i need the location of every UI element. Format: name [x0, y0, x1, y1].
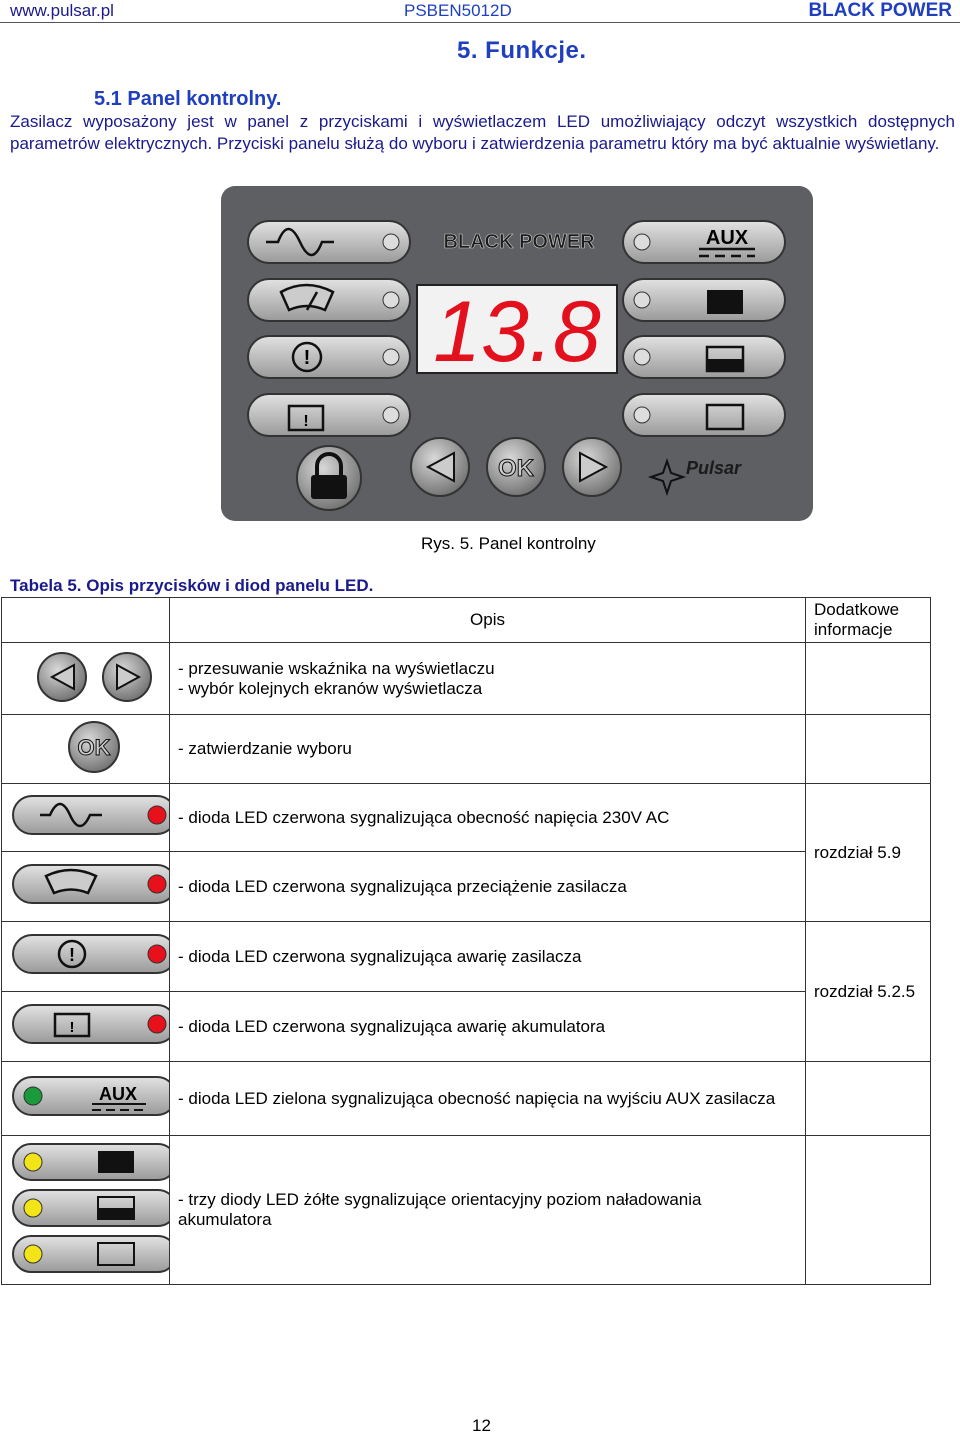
table-header-row: [2, 598, 931, 643]
row-desc: - dioda LED czerwona sygnalizująca awarię zasilacza: [170, 922, 806, 992]
page-header: [0, 0, 960, 23]
subsection-title: 5.1 Panel kontrolny.: [94, 88, 282, 110]
svg-text:OK: OK: [498, 455, 534, 482]
control-panel-figure: [221, 186, 813, 521]
right-arrow-button[interactable]: [563, 438, 621, 496]
table-row: [2, 1062, 931, 1136]
row-desc: - zatwierdzanie wyboru: [170, 715, 806, 784]
ok-button[interactable]: [487, 438, 545, 496]
page-number: 12: [472, 1416, 491, 1435]
row-desc-line: - przesuwanie wskaźnika na wyświetlaczu: [178, 658, 495, 678]
display-value: 13.8: [433, 284, 601, 380]
battery-full-indicator: [623, 279, 785, 321]
row-desc: - trzy diody LED żółte sygnalizujące orientacyjny poziom naładowania akumulatora: [170, 1136, 806, 1285]
row-desc: - dioda LED czerwona sygnalizująca przeciążenie zasilacza: [170, 852, 806, 922]
header-extra: Dodatkowe informacje: [806, 598, 931, 643]
overload-gauge-led-icon: [13, 865, 169, 903]
arrow-right-button-icon: [103, 653, 151, 701]
table-row: [2, 852, 931, 922]
led-description-table: [1, 597, 931, 1285]
model-name: PSBEN5012D: [404, 1, 512, 20]
table-row: [2, 1136, 931, 1285]
row-desc: - dioda LED zielona sygnalizująca obecność napięcia na wyjściu AUX zasilacza: [170, 1062, 806, 1136]
battery-full-led-icon: [13, 1144, 169, 1180]
row-desc: - dioda LED czerwona sygnalizująca awarię akumulatora: [170, 992, 806, 1062]
battery-fault-led-icon: [13, 1005, 169, 1043]
figure-caption: Rys. 5. Panel kontrolny: [421, 534, 596, 553]
row-desc: - dioda LED czerwona sygnalizująca obecność napięcia 230V AC: [170, 784, 806, 852]
overload-indicator: [248, 279, 410, 321]
svg-text:AUX: AUX: [705, 227, 749, 249]
ok-button-icon: [69, 722, 119, 772]
ref-cell: rozdział 5.2.5: [806, 922, 931, 1062]
ac-indicator: [248, 221, 410, 263]
svg-text:AUX: AUX: [98, 1084, 138, 1104]
psu-fault-led-icon: [13, 935, 169, 973]
brand-name: BLACK POWER: [808, 0, 952, 21]
table-row: [2, 643, 931, 715]
battery-fault-indicator: [248, 394, 410, 436]
gauge-icon: [281, 285, 333, 310]
header-desc: Opis: [170, 598, 806, 643]
battery-low-led-icon: [13, 1236, 169, 1272]
panel-title: BLACK POWER: [443, 231, 595, 253]
table-caption: Tabela 5. Opis przycisków i diod panelu LED.: [10, 576, 374, 595]
svg-text:OK: OK: [77, 735, 111, 760]
aux-indicator: [623, 221, 785, 263]
svg-text:!: !: [69, 945, 75, 965]
svg-text:!: !: [69, 1019, 75, 1036]
arrow-left-button-icon: [38, 653, 86, 701]
section-title: 5. Funkcje.: [457, 37, 587, 64]
battery-half-led-icon: [13, 1190, 169, 1226]
table-row: [2, 784, 931, 852]
table-row: [2, 922, 931, 992]
ref-cell: rozdział 5.9: [806, 784, 931, 922]
aux-led-icon: [13, 1077, 169, 1115]
svg-text:Pulsar: Pulsar: [686, 458, 742, 478]
lock-icon: [297, 446, 361, 510]
intro-paragraph: Zasilacz wyposażony jest w panel z przyciskami i wyświetlaczem LED umożliwiający odczyt wszystkich dostępnych parametrów elektrycznych. Przyciski panelu służą do wyboru i zatwierdzenia parametru który ma być aktualnie wyświetlany.: [10, 112, 955, 153]
left-arrow-button[interactable]: [411, 438, 469, 496]
svg-text:!: !: [303, 413, 309, 430]
battery-half-indicator: [623, 336, 785, 378]
table-row: [2, 992, 931, 1062]
table-row: [2, 715, 931, 784]
row-desc-line: - wybór kolejnych ekranów wyświetlacza: [178, 678, 483, 698]
website-link[interactable]: www.pulsar.pl: [10, 1, 114, 20]
ac-sine-led-icon: [13, 796, 169, 834]
psu-fault-indicator: [248, 336, 410, 378]
battery-low-indicator: [623, 394, 785, 436]
svg-text:!: !: [303, 347, 311, 369]
